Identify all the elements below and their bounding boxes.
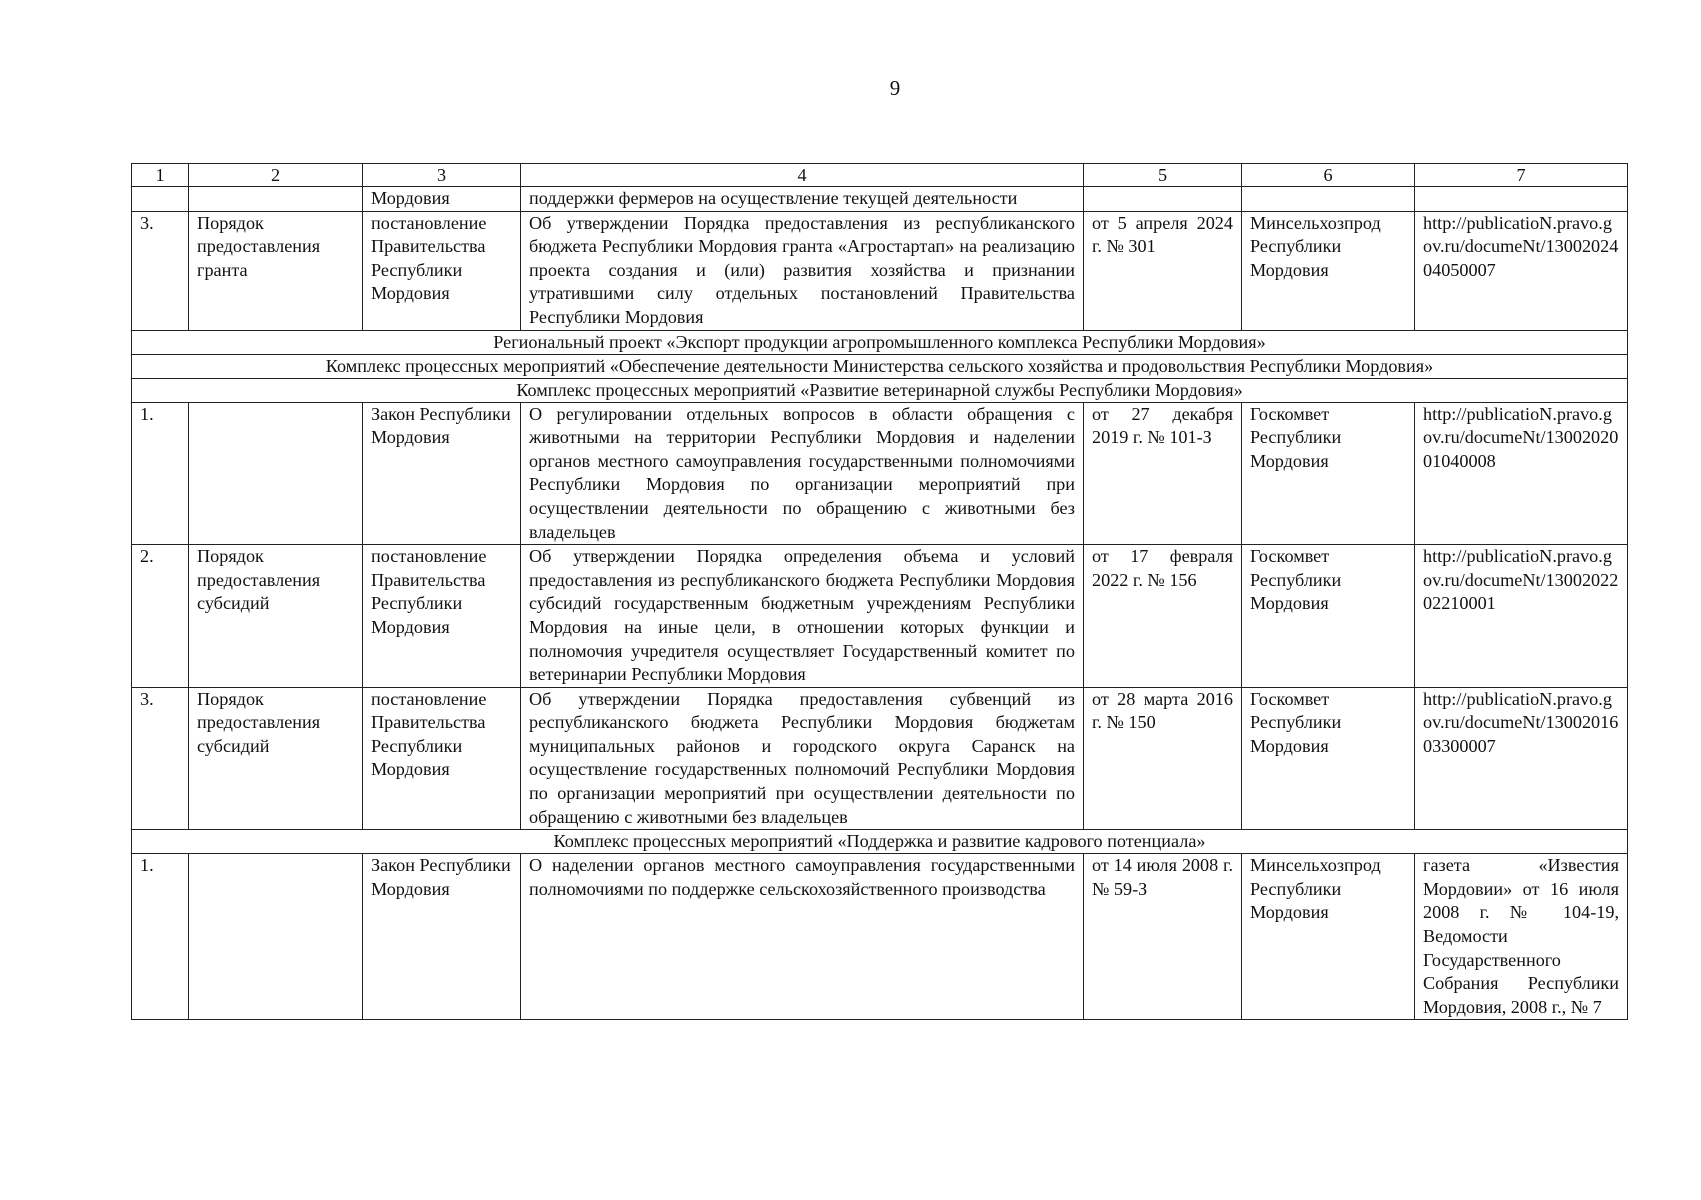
act-type-cell: Порядок предоставления гранта (189, 211, 363, 330)
act-type-cell (189, 854, 363, 1020)
source-cell: http://publicatioN.pravo.gov.ru/documeNt/1300202202210001 (1415, 545, 1628, 688)
agency-cell (1242, 187, 1415, 212)
act-type-cell (189, 187, 363, 212)
row-number-cell: 3. (132, 687, 189, 830)
doc-kind-cell: постановление Правительства Республики Мордовия (363, 687, 521, 830)
act-title-cell: Об утверждении Порядка определения объема и условий предоставления из республиканского бюджета Республики Мордовия субсидий государственным бюджетным учреждениям Республики Мордовия на иные цели, в отношении которых функции и полномочия учредителя осуществляет Государственный комитет по ветеринарии Республики Мордовия (521, 545, 1084, 688)
table-row (132, 211, 1628, 330)
row-number-cell: 3. (132, 211, 189, 330)
section-title: Комплекс процессных мероприятий «Развитие ветеринарной службы Республики Мордовия» (132, 378, 1628, 402)
act-title-cell: О наделении органов местного самоуправления государственными полномочиями по поддержке сельскохозяйственного производства (521, 854, 1084, 1020)
act-date-cell: от 5 апреля 2024 г. № 301 (1084, 211, 1242, 330)
section-title: Региональный проект «Экспорт продукции агропромышленного комплекса Республики Мордовия» (132, 330, 1628, 354)
column-number: 2 (189, 164, 363, 187)
column-number: 3 (363, 164, 521, 187)
doc-kind-cell: постановление Правительства Республики Мордовия (363, 545, 521, 688)
table-row (132, 545, 1628, 688)
agency-cell: Госкомвет Республики Мордовия (1242, 545, 1415, 688)
doc-kind-cell: постановление Правительства Республики Мордовия (363, 211, 521, 330)
column-number: 6 (1242, 164, 1415, 187)
agency-cell: Госкомвет Республики Мордовия (1242, 402, 1415, 545)
column-number: 4 (521, 164, 1084, 187)
act-type-cell (189, 402, 363, 545)
source-cell: http://publicatioN.pravo.gov.ru/documeNt/1300202001040008 (1415, 402, 1628, 545)
column-number: 5 (1084, 164, 1242, 187)
section-row (132, 354, 1628, 378)
agency-cell: Минсельхозпрод Республики Мордовия (1242, 211, 1415, 330)
section-title: Комплекс процессных мероприятий «Обеспечение деятельности Министерства сельского хозяйства и продовольствия Республики Мордовия» (132, 354, 1628, 378)
table-row (132, 854, 1628, 1020)
agency-cell: Минсельхозпрод Республики Мордовия (1242, 854, 1415, 1020)
row-number-cell (132, 187, 189, 212)
source-cell (1415, 187, 1628, 212)
table-row (132, 687, 1628, 830)
act-date-cell: от 27 декабря 2019 г. № 101-З (1084, 402, 1242, 545)
legal-acts-table (131, 163, 1628, 1020)
page-number: 9 (889, 76, 901, 100)
continuation-row (132, 187, 1628, 212)
doc-kind-cell: Закон Республики Мордовия (363, 854, 521, 1020)
source-cell: http://publicatioN.pravo.gov.ru/documeNt/1300202404050007 (1415, 211, 1628, 330)
act-date-cell: от 14 июля 2008 г. № 59-З (1084, 854, 1242, 1020)
row-number-cell: 1. (132, 854, 189, 1020)
section-title: Комплекс процессных мероприятий «Поддержка и развитие кадрового потенциала» (132, 830, 1628, 854)
act-title-cell: О регулировании отдельных вопросов в области обращения с животными на территории Республики Мордовия и наделении органов местного самоуправления государственными полномочиями Республики Мордовия по организации мероприятий при осуществлении деятельности по обращению с животными без владельцев (521, 402, 1084, 545)
act-type-cell: Порядок предоставления субсидий (189, 545, 363, 688)
act-date-cell: от 17 февраля 2022 г. № 156 (1084, 545, 1242, 688)
table-row (132, 402, 1628, 545)
act-title-cell: Об утверждении Порядка предоставления субвенций из республиканского бюджета Республики Мордовия бюджетам муниципальных районов и городского округа Саранск на осуществление государственных полномочий Республики Мордовия по организации мероприятий при осуществлении деятельности по обращению с животными без владельцев (521, 687, 1084, 830)
section-row (132, 378, 1628, 402)
column-number: 1 (132, 164, 189, 187)
section-row (132, 330, 1628, 354)
row-number-cell: 1. (132, 402, 189, 545)
act-type-cell: Порядок предоставления субсидий (189, 687, 363, 830)
act-title-cell: поддержки фермеров на осуществление текущей деятельности (521, 187, 1084, 212)
section-row (132, 830, 1628, 854)
act-date-cell: от 28 марта 2016 г. № 150 (1084, 687, 1242, 830)
doc-kind-cell: Мордовия (363, 187, 521, 212)
column-number-row (132, 164, 1628, 187)
source-cell: газета «Известия Мордовии» от 16 июля 2008 г. № 104-19, Ведомости Государственного Собрания Республики Мордовия, 2008 г., № 7 (1415, 854, 1628, 1020)
act-date-cell (1084, 187, 1242, 212)
column-number: 7 (1415, 164, 1628, 187)
act-title-cell: Об утверждении Порядка предоставления из республиканского бюджета Республики Мордовия гранта «Агростартап» на реализацию проекта создания и (или) развития хозяйства и признании утратившими силу отдельных постановлений Правительства Республики Мордовия (521, 211, 1084, 330)
doc-kind-cell: Закон Республики Мордовия (363, 402, 521, 545)
agency-cell: Госкомвет Республики Мордовия (1242, 687, 1415, 830)
source-cell: http://publicatioN.pravo.gov.ru/documeNt/1300201603300007 (1415, 687, 1628, 830)
row-number-cell: 2. (132, 545, 189, 688)
